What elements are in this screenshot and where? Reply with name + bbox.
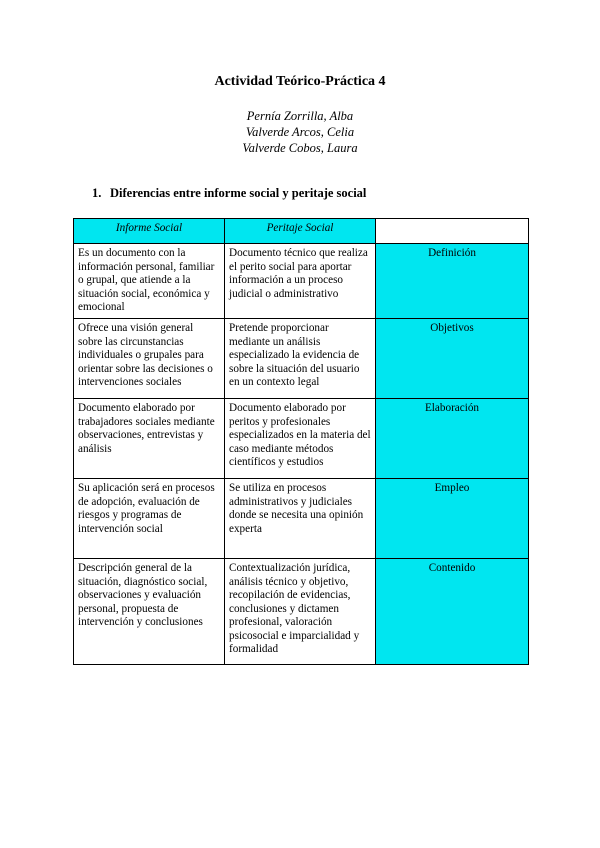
informe-cell: Es un documento con la información personal, familiar o grupal, que atiende a la situación social, económica y emocional: [74, 244, 225, 319]
peritaje-cell: Pretende proporcionar mediante un análisis especializado la evidencia de sobre la situación del usuario en un contexto legal: [225, 319, 376, 399]
header-peritaje-social: Peritaje Social: [225, 219, 376, 244]
peritaje-cell: Se utiliza en procesos administrativos y judiciales donde se necesita una opinión experta: [225, 479, 376, 559]
peritaje-cell: Documento elaborado por peritos y profesionales especializados en la materia del caso mediante métodos científicos y estudios: [225, 399, 376, 479]
table-row: [74, 559, 529, 665]
row-label: Objetivos: [376, 319, 529, 399]
section-title: Diferencias entre informe social y peritaje social: [110, 186, 367, 200]
author-name: Pernía Zorrilla, Alba: [246, 109, 354, 123]
informe-cell: Documento elaborado por trabajadores sociales mediante observaciones, entrevistas y análisis: [74, 399, 225, 479]
section-number: 1.: [92, 186, 102, 200]
row-label: Contenido: [376, 559, 529, 665]
peritaje-cell: Documento técnico que realiza el perito social para aportar información a un proceso judicial o administrativo: [225, 244, 376, 319]
section-heading: [92, 186, 366, 201]
row-label: Elaboración: [376, 399, 529, 479]
author-list: [0, 108, 600, 156]
informe-cell: Su aplicación será en procesos de adopción, evaluación de riesgos y programas de intervención social: [74, 479, 225, 559]
header-informe-social: Informe Social: [74, 219, 225, 244]
table-row: [74, 399, 529, 479]
row-label: Definición: [376, 244, 529, 319]
peritaje-cell: Contextualización jurídica, análisis técnico y objetivo, recopilación de evidencias, conclusiones y dictamen profesional, valoración psicosocial e imparcialidad y formalidad: [225, 559, 376, 665]
table-header-row: [74, 219, 529, 244]
informe-cell: Descripción general de la situación, diagnóstico social, observaciones y evaluación personal, propuesta de intervención y conclusiones: [74, 559, 225, 665]
header-empty: [376, 219, 529, 244]
informe-cell: Ofrece una visión general sobre las circunstancias individuales o grupales para orientar sobre las decisiones o intervenciones sociales: [74, 319, 225, 399]
comparison-table: [73, 218, 529, 665]
author-name: Valverde Arcos, Celia: [245, 125, 355, 139]
table-row: [74, 319, 529, 399]
page-title: Actividad Teórico-Práctica 4: [214, 74, 386, 89]
row-label: Empleo: [376, 479, 529, 559]
author-name: Valverde Cobos, Laura: [242, 141, 358, 155]
table-row: [74, 479, 529, 559]
table-row: [74, 244, 529, 319]
